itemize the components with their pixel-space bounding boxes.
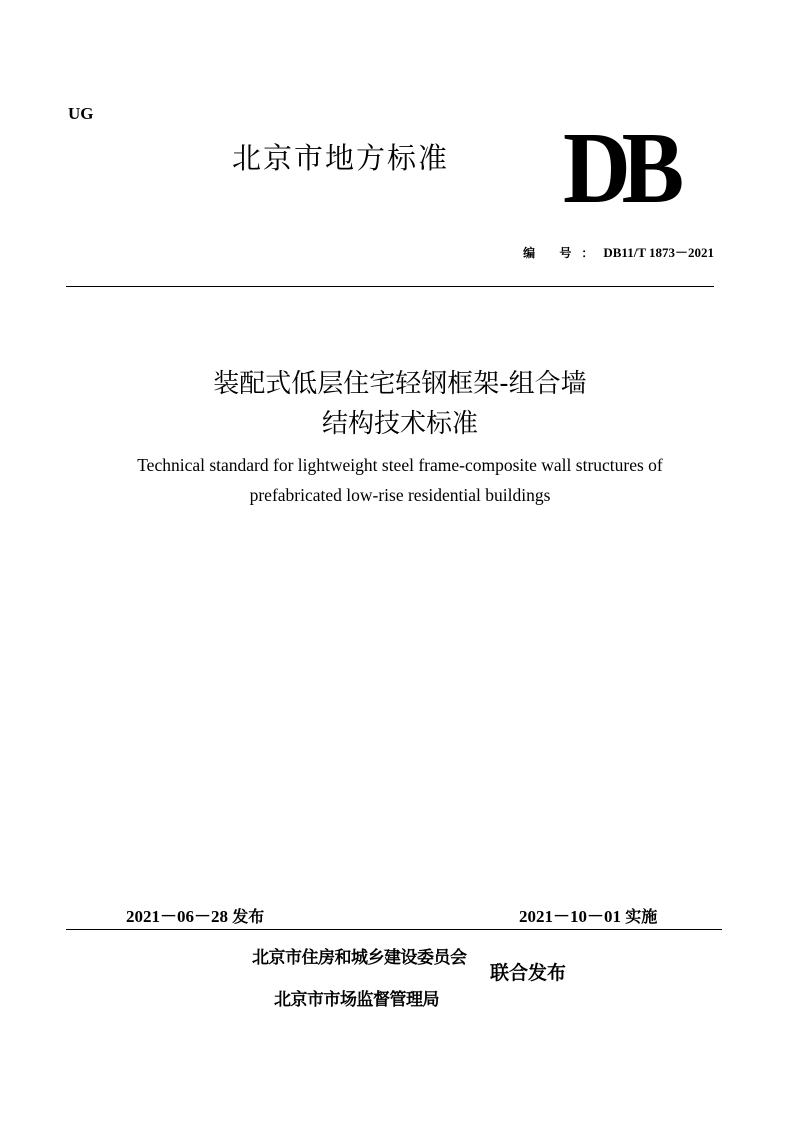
- implement-label: 实施: [625, 907, 658, 926]
- bottom-divider: [66, 929, 722, 930]
- standard-number-value: DB11/T 1873－2021: [603, 245, 714, 260]
- issuer-market-regulation: 北京市市场监督管理局: [274, 990, 439, 1010]
- classification-code: UG: [68, 104, 94, 123]
- title-cn-line-2: 结构技术标准: [321, 409, 478, 439]
- title-cn-line-1: 装配式低层住宅轻钢框架-组合墙: [213, 369, 587, 399]
- publish-date-value: 2021－06－28: [126, 907, 228, 926]
- implement-date: [519, 902, 657, 927]
- title-block: [0, 364, 800, 510]
- top-divider: [66, 286, 714, 287]
- standard-type-heading: 北京市地方标准: [232, 141, 450, 175]
- publish-label: 发布: [232, 907, 265, 926]
- implement-date-value: 2021－10－01: [519, 907, 621, 926]
- title-en-line-2: prefabricated low-rise residential buildings: [249, 485, 551, 505]
- standard-number: [523, 242, 714, 261]
- issuer-housing-commission: 北京市住房和城乡建设委员会: [252, 948, 467, 968]
- joint-issue-label: 联合发布: [490, 962, 567, 984]
- title-en-line-1: Technical standard for lightweight steel frame-composite wall structures of: [137, 455, 663, 475]
- standard-number-label: 编 号：: [523, 246, 604, 260]
- db-logo: DB: [563, 112, 675, 225]
- publish-date: [126, 902, 264, 927]
